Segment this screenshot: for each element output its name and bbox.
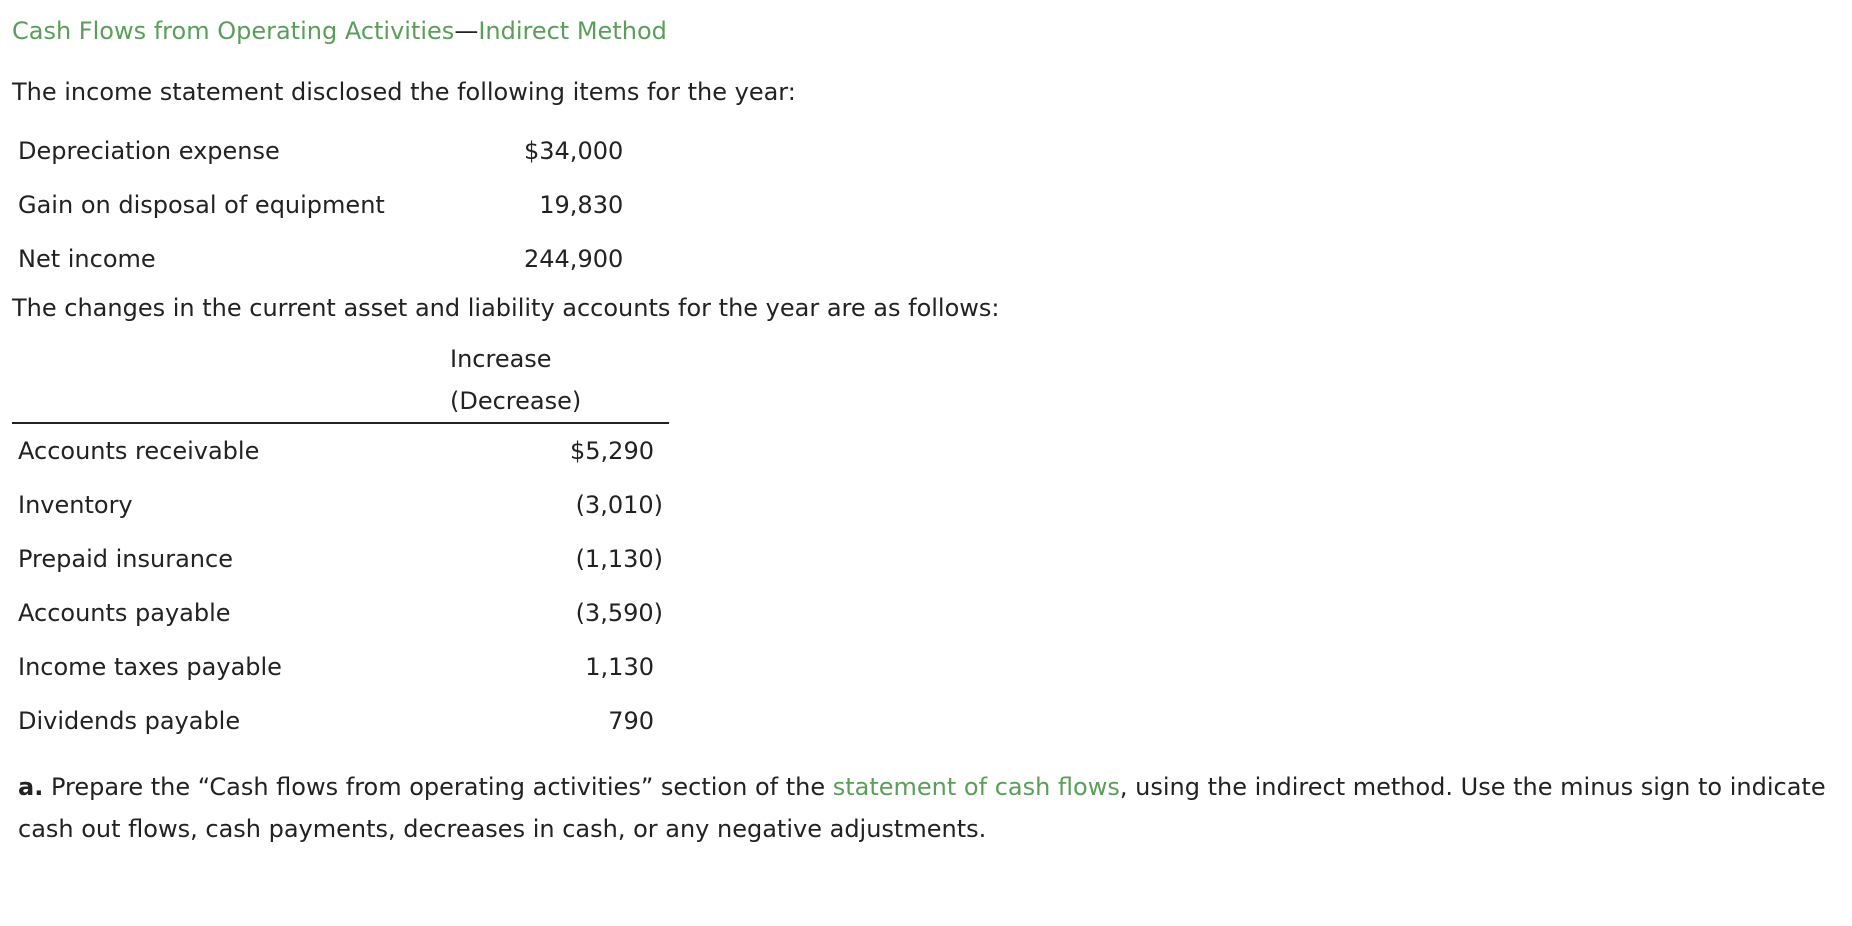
question-a [18, 766, 1848, 850]
change-value: 1,130 [585, 653, 654, 681]
problem-title [12, 15, 1840, 47]
table-row [12, 586, 669, 640]
question-letter: a. [18, 773, 44, 801]
income-label: Depreciation expense [18, 137, 280, 165]
change-amount [488, 423, 669, 478]
table-row [12, 423, 669, 478]
income-amount: 244,900 [524, 245, 624, 273]
income-intro-text: The income statement disclosed the following items for the year: [12, 78, 796, 106]
table-row [12, 478, 669, 532]
account-label: Dividends payable [18, 707, 241, 735]
changes-table [12, 338, 669, 748]
changes-column-header [12, 338, 669, 423]
table-row [12, 694, 669, 748]
account-label: Income taxes payable [18, 653, 282, 681]
account-label: Accounts receivable [18, 437, 260, 465]
title-part-1: Cash Flows from Operating Activities [12, 17, 455, 45]
title-part-2: Indirect Method [478, 17, 667, 45]
change-amount [488, 532, 669, 586]
income-row [12, 124, 629, 178]
income-amount: $34,000 [524, 137, 624, 165]
header-line-1: Increase [450, 345, 552, 373]
income-row [12, 178, 629, 232]
changes-intro-text: The changes in the current asset and liability accounts for the year are as follows: [12, 294, 1000, 322]
question-text-before: Prepare the “Cash flows from operating activities” section of the [43, 773, 833, 801]
change-value: (1,130) [575, 545, 663, 573]
income-label: Net income [18, 245, 156, 273]
account-label: Inventory [18, 491, 133, 519]
account-label: Prepaid insurance [18, 545, 233, 573]
income-row [12, 232, 629, 286]
change-amount [488, 586, 669, 640]
table-row [12, 532, 669, 586]
change-value: (3,010) [575, 491, 663, 519]
statement-of-cash-flows-link[interactable]: statement of cash flows [832, 773, 1120, 801]
title-dash: — [454, 17, 479, 45]
change-amount [488, 478, 669, 532]
header-line-2: (Decrease) [450, 387, 582, 415]
table-row [12, 640, 669, 694]
question-text-after: , using the indirect method. Use the minus sign to indicate cash out flows, cash payments, decreases in cash, or any negative adjustments. [18, 773, 1826, 843]
change-value: (3,590) [575, 599, 663, 627]
change-amount [488, 640, 669, 694]
account-label: Accounts payable [18, 599, 231, 627]
change-amount [488, 694, 669, 748]
change-value: 790 [608, 707, 654, 735]
income-label: Gain on disposal of equipment [18, 191, 385, 219]
change-value: $5,290 [570, 437, 654, 465]
income-amount: 19,830 [539, 191, 624, 219]
income-items-table [12, 124, 629, 286]
